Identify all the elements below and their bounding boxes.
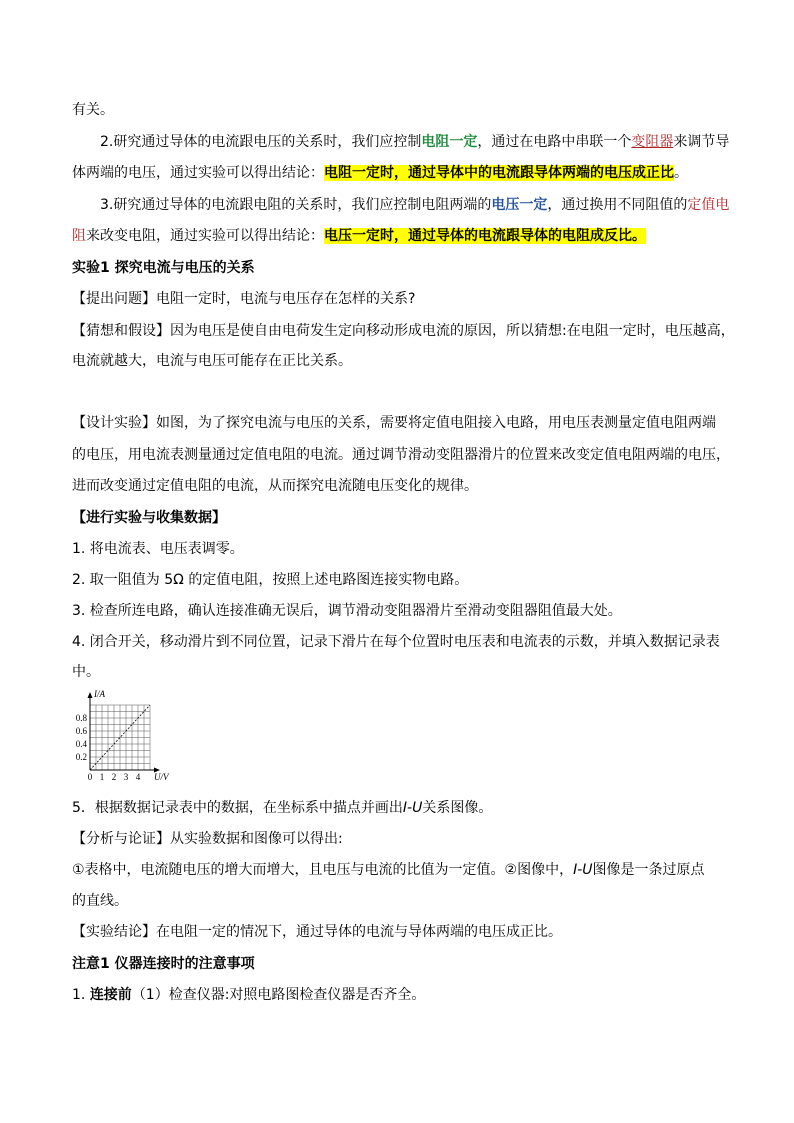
list-item <box>72 985 425 1005</box>
paragraph-3-line-2 <box>72 226 646 246</box>
list-item: 4. 闭合开关，移动滑片到不同位置，记录下滑片在每个位置时电压表和电流表的示数，并填入数据记录表 <box>72 634 720 650</box>
text-line: 进而改变通过定值电阻的电流，从而探究电流随电压变化的规律。 <box>72 478 478 494</box>
text-run: 1. <box>72 987 90 1003</box>
text-run: 2.研究通过导体的电流跟电压的关系时，我们应控制 <box>100 134 422 150</box>
text-line: 【分析与论证】从实验数据和图像可以得出: <box>72 831 343 847</box>
x-tick-label: 1 <box>99 772 105 782</box>
x-tick-label: 2 <box>111 772 117 782</box>
x-tick-label: 4 <box>135 772 141 782</box>
list-item: 2. 取一阻值为 5Ω 的定值电阻，按照上述电路图连接实物电路。 <box>72 572 469 588</box>
text-run: 5．根据数据记录表中的数据，在坐标系中描点并画出 <box>72 800 403 816</box>
text-run: 体两端的电压，通过实验可以得出结论： <box>72 165 324 181</box>
text-run: 关系图像。 <box>422 800 493 816</box>
list-item <box>72 798 492 818</box>
list-item: 3. 检查所连电路，确认连接准确无误后，调节滑动变阻器滑片至滑动变阻器阻值最大处。 <box>72 603 622 619</box>
y-tick-label: 0.2 <box>75 752 87 762</box>
x-axis-label: U/V <box>154 772 169 782</box>
paragraph-2-line-1 <box>100 132 729 152</box>
y-tick-label: 0.8 <box>75 713 87 723</box>
keyword-rheostat: 变阻器 <box>631 134 674 150</box>
highlighted-conclusion: 电压一定时，通过导体的电流跟导体的电阻成反比。 <box>324 228 646 244</box>
i-u-graph <box>70 688 180 786</box>
x-tick-label: 0 <box>87 772 93 782</box>
formula-i-u: I-U <box>573 862 593 878</box>
section-heading-procedure: 【进行实验与收集数据】 <box>72 510 226 526</box>
keyword-fixed-resistor: 定值电 <box>687 197 730 213</box>
chart-axes <box>88 692 161 773</box>
text-run: 来改变电阻，通过实验可以得出结论： <box>86 228 324 244</box>
text-line: 有关。 <box>72 102 114 118</box>
text-run: 3.研究通过导体的电流跟电阻的关系时，我们应控制电阻两端的 <box>100 197 492 213</box>
paragraph-2-line-2 <box>72 163 688 183</box>
text-run: （1）检查仪器:对照电路图检查仪器是否齐全。 <box>131 987 426 1003</box>
paragraph-3-line-1 <box>100 195 729 215</box>
text-line: 的电压，用电流表测量通过定值电阻的电流。通过调节滑动变阻器滑片的位置来改变定值电阻两端的电压， <box>72 447 730 463</box>
text-line: 【猜想和假设】因为电压是使自由电荷发生定向移动形成电流的原因，所以猜想:在电阻一定时，电压越高， <box>72 323 735 339</box>
text-run: 。 <box>674 165 688 181</box>
text-line: 【提出问题】电阻一定时，电流与电压存在怎样的关系? <box>72 291 416 307</box>
text-line: 【实验结论】在电阻一定的情况下，通过导体的电流与导体两端的电压成正比。 <box>72 924 562 940</box>
y-axis-label: I/A <box>94 689 105 699</box>
keyword-voltage-fixed: 电压一定 <box>491 197 548 213</box>
y-axis-arrow <box>88 692 93 698</box>
list-item-continuation: 中。 <box>72 664 100 680</box>
section-heading-experiment-1: 实验1 探究电流与电压的关系 <box>72 260 255 276</box>
bold-run: 连接前 <box>89 987 132 1003</box>
text-run: ①表格中，电流随电压的增大而增大，且电压与电流的比值为一定值。②图像中， <box>72 862 574 878</box>
text-run: 图像是一条过原点 <box>592 862 705 878</box>
section-heading-notes: 注意1 仪器连接时的注意事项 <box>72 956 255 972</box>
text-run: ，通过在电路中串联一个 <box>477 134 632 150</box>
text-run: 来调节导 <box>673 134 730 150</box>
y-tick-label: 0.4 <box>75 739 87 749</box>
text-run: ，通过换用不同阻值的 <box>547 197 688 213</box>
list-item: 1. 将电流表、电压表调零。 <box>72 541 244 557</box>
y-tick-label: 0.6 <box>75 726 87 736</box>
keyword-fixed-resistor-end: 阻 <box>72 228 86 244</box>
text-line: 【设计实验】如图，为了探究电流与电压的关系，需要将定值电阻接入电路，用电压表测量定值电阻两端 <box>72 415 716 431</box>
highlighted-conclusion: 电阻一定时，通过导体中的电流跟导体两端的电压成正比 <box>324 165 674 181</box>
text-line: 电流就越大，电流与电压可能存在正比关系。 <box>72 353 352 369</box>
text-line: 的直线。 <box>72 893 128 909</box>
keyword-resistance-fixed: 电阻一定 <box>421 134 478 150</box>
x-tick-label: 3 <box>123 772 129 782</box>
formula-i-u: I-U <box>402 800 423 816</box>
text-line <box>72 860 705 880</box>
